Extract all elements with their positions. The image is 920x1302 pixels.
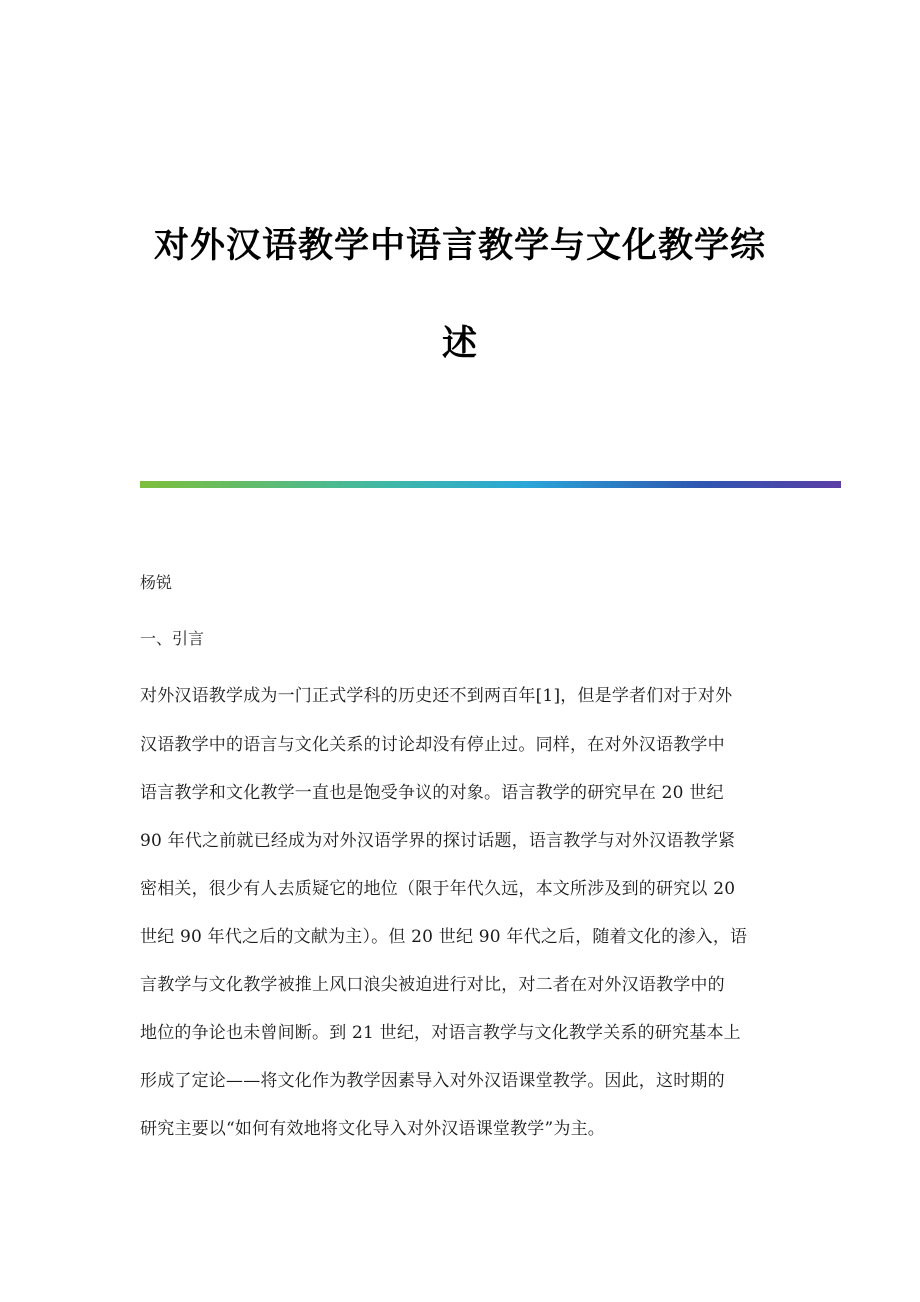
- body-line: 研究主要以“如何有效地将文化导入对外汉语课堂教学”为主。: [140, 1119, 605, 1139]
- document-title-line-2: 述: [441, 323, 478, 364]
- author-name: 杨锐: [140, 573, 173, 592]
- body-line: 形成了定论——将文化作为教学因素导入对外汉语课堂教学。因此，这时期的: [140, 1071, 725, 1091]
- document-title-line-1: 对外汉语教学中语言教学与文化教学综: [153, 225, 766, 266]
- body-line: 语言教学和文化教学一直也是饱受争议的对象。语言教学的研究早在 20 世纪: [140, 783, 724, 803]
- body-line: 密相关，很少有人去质疑它的地位（限于年代久远，本文所涉及到的研究以 20: [140, 879, 736, 899]
- body-line: 汉语教学中的语言与文化关系的讨论却没有停止过。同样，在对外汉语教学中: [140, 735, 725, 755]
- body-line: 90 年代之前就已经成为对外汉语学界的探讨话题，语言教学与对外汉语教学紧: [140, 831, 736, 851]
- body-line: 世纪 90 年代之后的文献为主）。但 20 世纪 90 年代之后，随着文化的渗入，语: [140, 927, 748, 947]
- body-line: 地位的争论也未曾间断。到 21 世纪，对语言教学与文化教学关系的研究基本上: [140, 1023, 741, 1043]
- gradient-divider: [140, 481, 841, 488]
- section-heading: 一、引言: [140, 629, 205, 648]
- body-line: 对外汉语教学成为一门正式学科的历史还不到两百年[1]，但是学者们对于对外: [140, 686, 733, 706]
- body-line: 言教学与文化教学被推上风口浪尖被迫进行对比，对二者在对外汉语教学中的: [140, 975, 725, 995]
